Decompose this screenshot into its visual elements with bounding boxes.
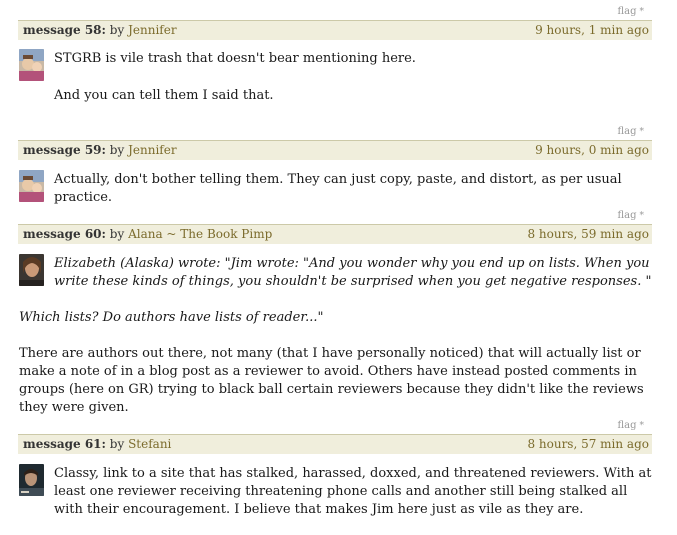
message-timestamp[interactable]: 8 hours, 59 min ago — [527, 227, 649, 241]
flag-control[interactable] — [617, 126, 644, 137]
flag-link[interactable]: flag — [617, 6, 637, 17]
flag-control[interactable] — [617, 420, 644, 431]
flag-star: * — [639, 211, 644, 221]
flag-link[interactable]: flag — [617, 210, 637, 221]
message-body — [54, 465, 654, 519]
message-paragraph: Classy, link to a site that has stalked, harassed, doxxed, and threatened reviewers. With at least one reviewer receiving threatening phone calls and another still being stalked all with their encouragement. I believe that makes Jim here just as vile as they are. — [54, 466, 652, 517]
message-timestamp[interactable]: 8 hours, 57 min ago — [527, 437, 649, 451]
by-label: by — [109, 143, 125, 157]
message-paragraph: STGRB is vile trash that doesn't bear mentioning here. — [54, 51, 416, 66]
message-body — [54, 50, 654, 105]
avatar[interactable] — [19, 254, 44, 286]
message-number[interactable]: message 59: — [23, 143, 106, 157]
flag-link[interactable]: flag — [617, 420, 637, 431]
by-label: by — [109, 23, 125, 37]
author-link[interactable]: Stefani — [128, 437, 172, 451]
message-body — [19, 309, 649, 417]
message-number[interactable]: message 61: — [23, 437, 106, 451]
message-number[interactable]: message 60: — [23, 227, 106, 241]
message-paragraph: There are authors out there, not many (that I have personally noticed) that will actually list or make a note of in a blog post as a reviewer to avoid. Others have instead posted comments in groups (here on GR) trying to black ball certain reviewers because they didn't like the reviews they were given. — [19, 346, 644, 415]
message-header — [18, 224, 652, 244]
author-link[interactable]: Jennifer — [128, 23, 177, 37]
message-paragraph: Actually, don't bother telling them. They can just copy, paste, and distort, as per usual practice. — [54, 172, 622, 205]
avatar-image — [19, 254, 44, 286]
message-quote — [54, 255, 654, 291]
avatar-image — [19, 464, 44, 496]
avatar-image — [19, 49, 44, 81]
message-timestamp[interactable]: 9 hours, 1 min ago — [535, 23, 649, 37]
message-header — [18, 140, 652, 160]
flag-star: * — [639, 421, 644, 431]
message-header — [18, 20, 652, 40]
message-paragraph: And you can tell them I said that. — [54, 88, 274, 103]
avatar-image — [19, 170, 44, 202]
message-number[interactable]: message 58: — [23, 23, 106, 37]
quoted-text: Elizabeth (Alaska) wrote: "Jim wrote: "And you wonder why you end up on lists. When you write these kinds of things, you shouldn't be surprised when you get negative responses. " — [54, 256, 652, 289]
flag-link[interactable]: flag — [617, 126, 637, 137]
message-body — [54, 171, 654, 207]
message-header — [18, 434, 652, 454]
avatar[interactable] — [19, 170, 44, 202]
author-link[interactable]: Jennifer — [128, 143, 177, 157]
flag-control[interactable] — [617, 6, 644, 17]
quoted-text: Which lists? Do authors have lists of reader..." — [19, 310, 324, 325]
flag-star: * — [639, 127, 644, 137]
avatar[interactable] — [19, 464, 44, 496]
flag-control[interactable] — [617, 210, 644, 221]
by-label: by — [109, 227, 125, 241]
by-label: by — [109, 437, 125, 451]
message-timestamp[interactable]: 9 hours, 0 min ago — [535, 143, 649, 157]
author-link[interactable]: Alana ~ The Book Pimp — [128, 227, 273, 241]
avatar[interactable] — [19, 49, 44, 81]
flag-star: * — [639, 7, 644, 17]
